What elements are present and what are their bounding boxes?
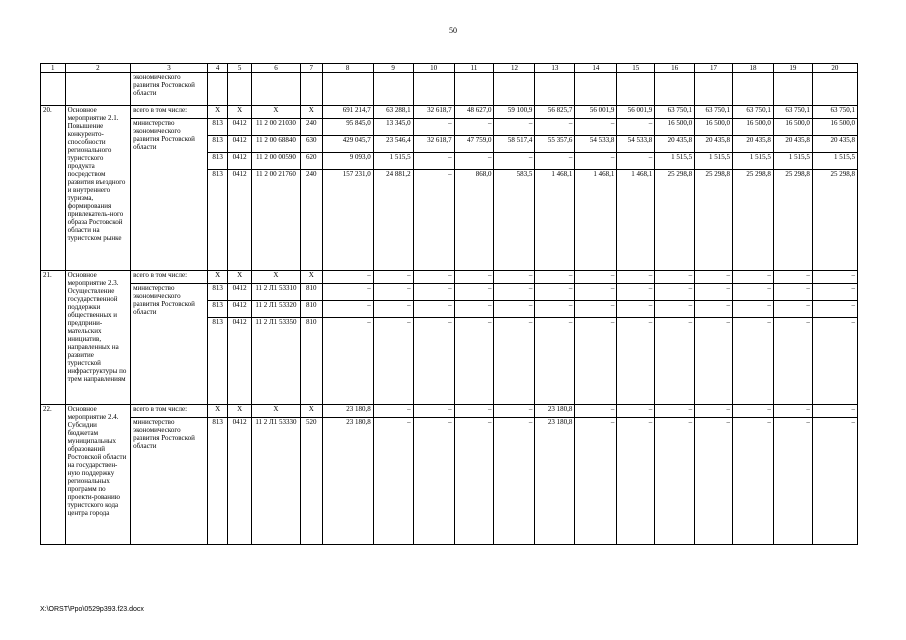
value-cell: 20 435,8: [655, 136, 695, 153]
value-cell: 16 500,0: [812, 119, 857, 136]
value-cell: –: [454, 153, 494, 170]
value-cell: 13 345,0: [373, 119, 413, 136]
value-cell: 63 750,1: [655, 106, 695, 119]
column-number: 7: [301, 64, 323, 73]
value-cell: 95 845,0: [322, 119, 373, 136]
value-cell: –: [773, 284, 812, 301]
value-cell: 1 515,5: [812, 153, 857, 170]
value-cell: 1 468,1: [535, 170, 575, 271]
empty-cell: [251, 73, 300, 106]
admin-code: X: [207, 405, 227, 418]
value-cell: –: [655, 301, 695, 318]
value-cell: –: [535, 119, 575, 136]
value-cell: –: [812, 318, 857, 405]
column-number: 3: [131, 64, 208, 73]
row-number: 20.: [41, 106, 66, 271]
admin-code: 813: [207, 119, 227, 136]
table-row: [41, 418, 858, 545]
empty-cell: [207, 73, 227, 106]
value-cell: 48 627,0: [454, 106, 494, 119]
target-code: X: [251, 271, 300, 284]
value-cell: 691 214,7: [322, 106, 373, 119]
expense-type-code: 810: [301, 301, 323, 318]
value-cell: 868,0: [454, 170, 494, 271]
value-cell: 59 100,9: [494, 106, 535, 119]
value-cell: 16 500,0: [655, 119, 695, 136]
value-cell: –: [373, 405, 413, 418]
value-cell: –: [617, 405, 655, 418]
section-code: 0412: [228, 284, 252, 301]
value-cell: –: [535, 284, 575, 301]
column-number: 12: [494, 64, 535, 73]
value-cell: 47 759,0: [454, 136, 494, 153]
column-number: 4: [207, 64, 227, 73]
table-row: [41, 119, 858, 136]
table-row: [41, 405, 858, 418]
value-cell: 63 750,1: [695, 106, 733, 119]
value-cell: –: [695, 318, 733, 405]
target-code: 11 2 00 68840: [251, 136, 300, 153]
value-cell: –: [812, 284, 857, 301]
value-cell: –: [535, 318, 575, 405]
value-cell: 23 180,8: [535, 418, 575, 545]
value-cell: –: [732, 271, 773, 284]
expense-type-code: 240: [301, 170, 323, 271]
column-number: 5: [228, 64, 252, 73]
admin-code: 813: [207, 301, 227, 318]
value-cell: –: [655, 271, 695, 284]
value-cell: 24 881,2: [373, 170, 413, 271]
section-code: X: [228, 271, 252, 284]
expense-type-code: X: [301, 405, 323, 418]
value-cell: –: [494, 301, 535, 318]
value-cell: –: [812, 405, 857, 418]
value-cell: 16 500,0: [732, 119, 773, 136]
value-cell: –: [695, 418, 733, 545]
empty-cell: [812, 73, 857, 106]
value-cell: –: [773, 405, 812, 418]
value-cell: 23 546,4: [373, 136, 413, 153]
value-cell: 1 515,5: [655, 153, 695, 170]
value-cell: 23 180,8: [322, 418, 373, 545]
admin-code: X: [207, 271, 227, 284]
value-cell: 63 750,1: [773, 106, 812, 119]
value-cell: –: [575, 405, 617, 418]
value-cell: –: [373, 271, 413, 284]
value-cell: –: [812, 418, 857, 545]
value-cell: 25 298,8: [655, 170, 695, 271]
empty-cell: [228, 73, 252, 106]
target-code: 11 2 Л1 53320: [251, 301, 300, 318]
column-number-row: [41, 64, 858, 73]
value-cell: –: [535, 153, 575, 170]
empty-cell: [575, 73, 617, 106]
empty-cell: [65, 73, 131, 106]
value-cell: 25 298,8: [773, 170, 812, 271]
value-cell: –: [373, 418, 413, 545]
value-cell: 54 533,8: [617, 136, 655, 153]
value-cell: 63 750,1: [732, 106, 773, 119]
expense-type-code: X: [301, 106, 323, 119]
empty-cell: [773, 73, 812, 106]
target-code: X: [251, 106, 300, 119]
empty-cell: [322, 73, 373, 106]
value-cell: 58 517,4: [494, 136, 535, 153]
value-cell: –: [773, 271, 812, 284]
value-cell: 20 435,8: [732, 136, 773, 153]
value-cell: 56 001,9: [617, 106, 655, 119]
column-number: 14: [575, 64, 617, 73]
value-cell: –: [454, 405, 494, 418]
target-code: 11 2 Л1 53350: [251, 318, 300, 405]
value-cell: –: [413, 318, 454, 405]
value-cell: –: [695, 284, 733, 301]
expense-type-code: 620: [301, 153, 323, 170]
admin-code: 813: [207, 136, 227, 153]
column-number: 17: [695, 64, 733, 73]
value-cell: –: [732, 284, 773, 301]
value-cell: –: [617, 119, 655, 136]
value-cell: –: [575, 284, 617, 301]
value-cell: –: [575, 318, 617, 405]
executor-continuation: экономического развития Ростовской области: [131, 73, 208, 106]
section-code: 0412: [228, 301, 252, 318]
section-code: 0412: [228, 136, 252, 153]
value-cell: 1 468,1: [575, 170, 617, 271]
value-cell: –: [322, 318, 373, 405]
value-cell: 9 093,0: [322, 153, 373, 170]
value-cell: 54 533,8: [575, 136, 617, 153]
activity-name: Основное мероприятие 2.4. Субсидии бюджетам муниципальных образований Ростовской области на государствен-ную поддержку региональных программ по проекти-рованию туристского кода центра города: [65, 405, 131, 545]
value-cell: –: [773, 318, 812, 405]
value-cell: –: [732, 405, 773, 418]
activity-name: Основное мероприятие 2.3. Осуществление государственной поддержки общественных и предприни-мательских инициатив, направленных на развитие туристской инфраструктуры по трем направлениям: [65, 271, 131, 405]
column-number: 20: [812, 64, 857, 73]
value-cell: –: [494, 284, 535, 301]
column-number: 13: [535, 64, 575, 73]
value-cell: 25 298,8: [732, 170, 773, 271]
value-cell: –: [773, 418, 812, 545]
empty-cell: [695, 73, 733, 106]
section-code: X: [228, 106, 252, 119]
admin-code: 813: [207, 153, 227, 170]
value-cell: –: [413, 284, 454, 301]
value-cell: –: [494, 153, 535, 170]
value-cell: –: [695, 405, 733, 418]
value-cell: –: [413, 153, 454, 170]
column-number: 16: [655, 64, 695, 73]
value-cell: 20 435,8: [695, 136, 733, 153]
value-cell: 56 001,9: [575, 106, 617, 119]
empty-cell: [413, 73, 454, 106]
empty-cell: [732, 73, 773, 106]
admin-code: X: [207, 106, 227, 119]
section-code: 0412: [228, 418, 252, 545]
value-cell: –: [413, 405, 454, 418]
value-cell: 1 468,1: [617, 170, 655, 271]
row-number: 21.: [41, 271, 66, 405]
value-cell: –: [322, 301, 373, 318]
target-code: 11 2 Л1 53310: [251, 284, 300, 301]
value-cell: 16 500,0: [773, 119, 812, 136]
value-cell: –: [535, 271, 575, 284]
carryover-row: [41, 73, 858, 106]
empty-cell: [617, 73, 655, 106]
value-cell: –: [617, 153, 655, 170]
value-cell: –: [494, 405, 535, 418]
value-cell: –: [732, 418, 773, 545]
value-cell: –: [575, 119, 617, 136]
executor-total: всего в том числе:: [131, 405, 208, 418]
value-cell: –: [494, 271, 535, 284]
value-cell: 23 180,8: [535, 405, 575, 418]
value-cell: –: [373, 284, 413, 301]
column-number: 19: [773, 64, 812, 73]
table-row: [41, 271, 858, 284]
column-number: 6: [251, 64, 300, 73]
expense-type-code: 240: [301, 119, 323, 136]
empty-cell: [454, 73, 494, 106]
value-cell: –: [373, 318, 413, 405]
section-code: 0412: [228, 119, 252, 136]
value-cell: –: [617, 271, 655, 284]
expense-type-code: 810: [301, 284, 323, 301]
value-cell: –: [413, 301, 454, 318]
expense-type-code: 630: [301, 136, 323, 153]
value-cell: –: [454, 418, 494, 545]
executor: министерство экономического развития Ростовской области: [131, 418, 208, 545]
column-number: 11: [454, 64, 494, 73]
target-code: 11 2 00 00590: [251, 153, 300, 170]
value-cell: 20 435,8: [773, 136, 812, 153]
value-cell: –: [575, 153, 617, 170]
column-number: 18: [732, 64, 773, 73]
value-cell: –: [494, 119, 535, 136]
expense-type-code: 520: [301, 418, 323, 545]
file-path-footer: X:\ORST\Ppo\0529p393.f23.docx: [40, 606, 144, 613]
value-cell: –: [695, 301, 733, 318]
value-cell: –: [617, 418, 655, 545]
executor: министерство экономического развития Ростовской области: [131, 284, 208, 405]
value-cell: –: [494, 418, 535, 545]
value-cell: –: [617, 284, 655, 301]
section-code: 0412: [228, 153, 252, 170]
value-cell: –: [812, 271, 857, 284]
value-cell: –: [454, 119, 494, 136]
value-cell: 63 288,1: [373, 106, 413, 119]
value-cell: –: [373, 301, 413, 318]
value-cell: –: [773, 301, 812, 318]
column-number: 15: [617, 64, 655, 73]
value-cell: –: [535, 301, 575, 318]
target-code: X: [251, 405, 300, 418]
admin-code: 813: [207, 418, 227, 545]
table-row: [41, 284, 858, 301]
value-cell: –: [322, 271, 373, 284]
column-number: 2: [65, 64, 131, 73]
activity-name: Основное мероприятие 2.1. Повышение конкуренто-способности регионального туристского продукта посредством развития въездного и внутреннего туризма, формирования привлекатель-ного образа Ростовской области на туристском рынке: [65, 106, 131, 271]
value-cell: –: [575, 301, 617, 318]
value-cell: 63 750,1: [812, 106, 857, 119]
value-cell: –: [655, 318, 695, 405]
value-cell: –: [413, 119, 454, 136]
executor-total: всего в том числе:: [131, 271, 208, 284]
expense-type-code: 810: [301, 318, 323, 405]
value-cell: 23 180,8: [322, 405, 373, 418]
value-cell: –: [812, 301, 857, 318]
value-cell: 157 231,0: [322, 170, 373, 271]
empty-cell: [494, 73, 535, 106]
admin-code: 813: [207, 170, 227, 271]
expense-type-code: X: [301, 271, 323, 284]
executor: министерство экономического развития Ростовской области: [131, 119, 208, 271]
budget-table: [40, 63, 858, 545]
value-cell: 56 825,7: [535, 106, 575, 119]
value-cell: –: [575, 271, 617, 284]
table-row: [41, 106, 858, 119]
value-cell: 1 515,5: [773, 153, 812, 170]
empty-cell: [301, 73, 323, 106]
value-cell: –: [454, 271, 494, 284]
value-cell: 20 435,8: [812, 136, 857, 153]
value-cell: –: [494, 318, 535, 405]
target-code: 11 2 Л1 53330: [251, 418, 300, 545]
column-number: 9: [373, 64, 413, 73]
value-cell: –: [732, 301, 773, 318]
target-code: 11 2 00 21030: [251, 119, 300, 136]
value-cell: 55 357,6: [535, 136, 575, 153]
value-cell: –: [617, 318, 655, 405]
value-cell: 1 515,5: [695, 153, 733, 170]
column-number: 8: [322, 64, 373, 73]
value-cell: 25 298,8: [695, 170, 733, 271]
row-number: 22.: [41, 405, 66, 545]
value-cell: –: [732, 318, 773, 405]
value-cell: –: [413, 170, 454, 271]
value-cell: 1 515,5: [732, 153, 773, 170]
value-cell: 1 515,5: [373, 153, 413, 170]
value-cell: –: [454, 284, 494, 301]
executor-total: всего в том числе:: [131, 106, 208, 119]
value-cell: –: [695, 271, 733, 284]
empty-cell: [535, 73, 575, 106]
value-cell: –: [454, 318, 494, 405]
column-number: 1: [41, 64, 66, 73]
target-code: 11 2 00 21760: [251, 170, 300, 271]
page-number: 50: [449, 26, 457, 35]
empty-cell: [655, 73, 695, 106]
value-cell: 583,5: [494, 170, 535, 271]
value-cell: –: [575, 418, 617, 545]
empty-cell: [41, 73, 66, 106]
section-code: 0412: [228, 170, 252, 271]
value-cell: –: [655, 284, 695, 301]
value-cell: –: [454, 301, 494, 318]
value-cell: 32 618,7: [413, 136, 454, 153]
value-cell: 32 618,7: [413, 106, 454, 119]
value-cell: –: [655, 405, 695, 418]
value-cell: –: [617, 301, 655, 318]
admin-code: 813: [207, 318, 227, 405]
value-cell: –: [655, 418, 695, 545]
section-code: 0412: [228, 318, 252, 405]
column-number: 10: [413, 64, 454, 73]
empty-cell: [373, 73, 413, 106]
value-cell: 25 298,8: [812, 170, 857, 271]
section-code: X: [228, 405, 252, 418]
value-cell: –: [413, 418, 454, 545]
value-cell: 16 500,0: [695, 119, 733, 136]
admin-code: 813: [207, 284, 227, 301]
value-cell: 429 045,7: [322, 136, 373, 153]
value-cell: –: [322, 284, 373, 301]
value-cell: –: [413, 271, 454, 284]
